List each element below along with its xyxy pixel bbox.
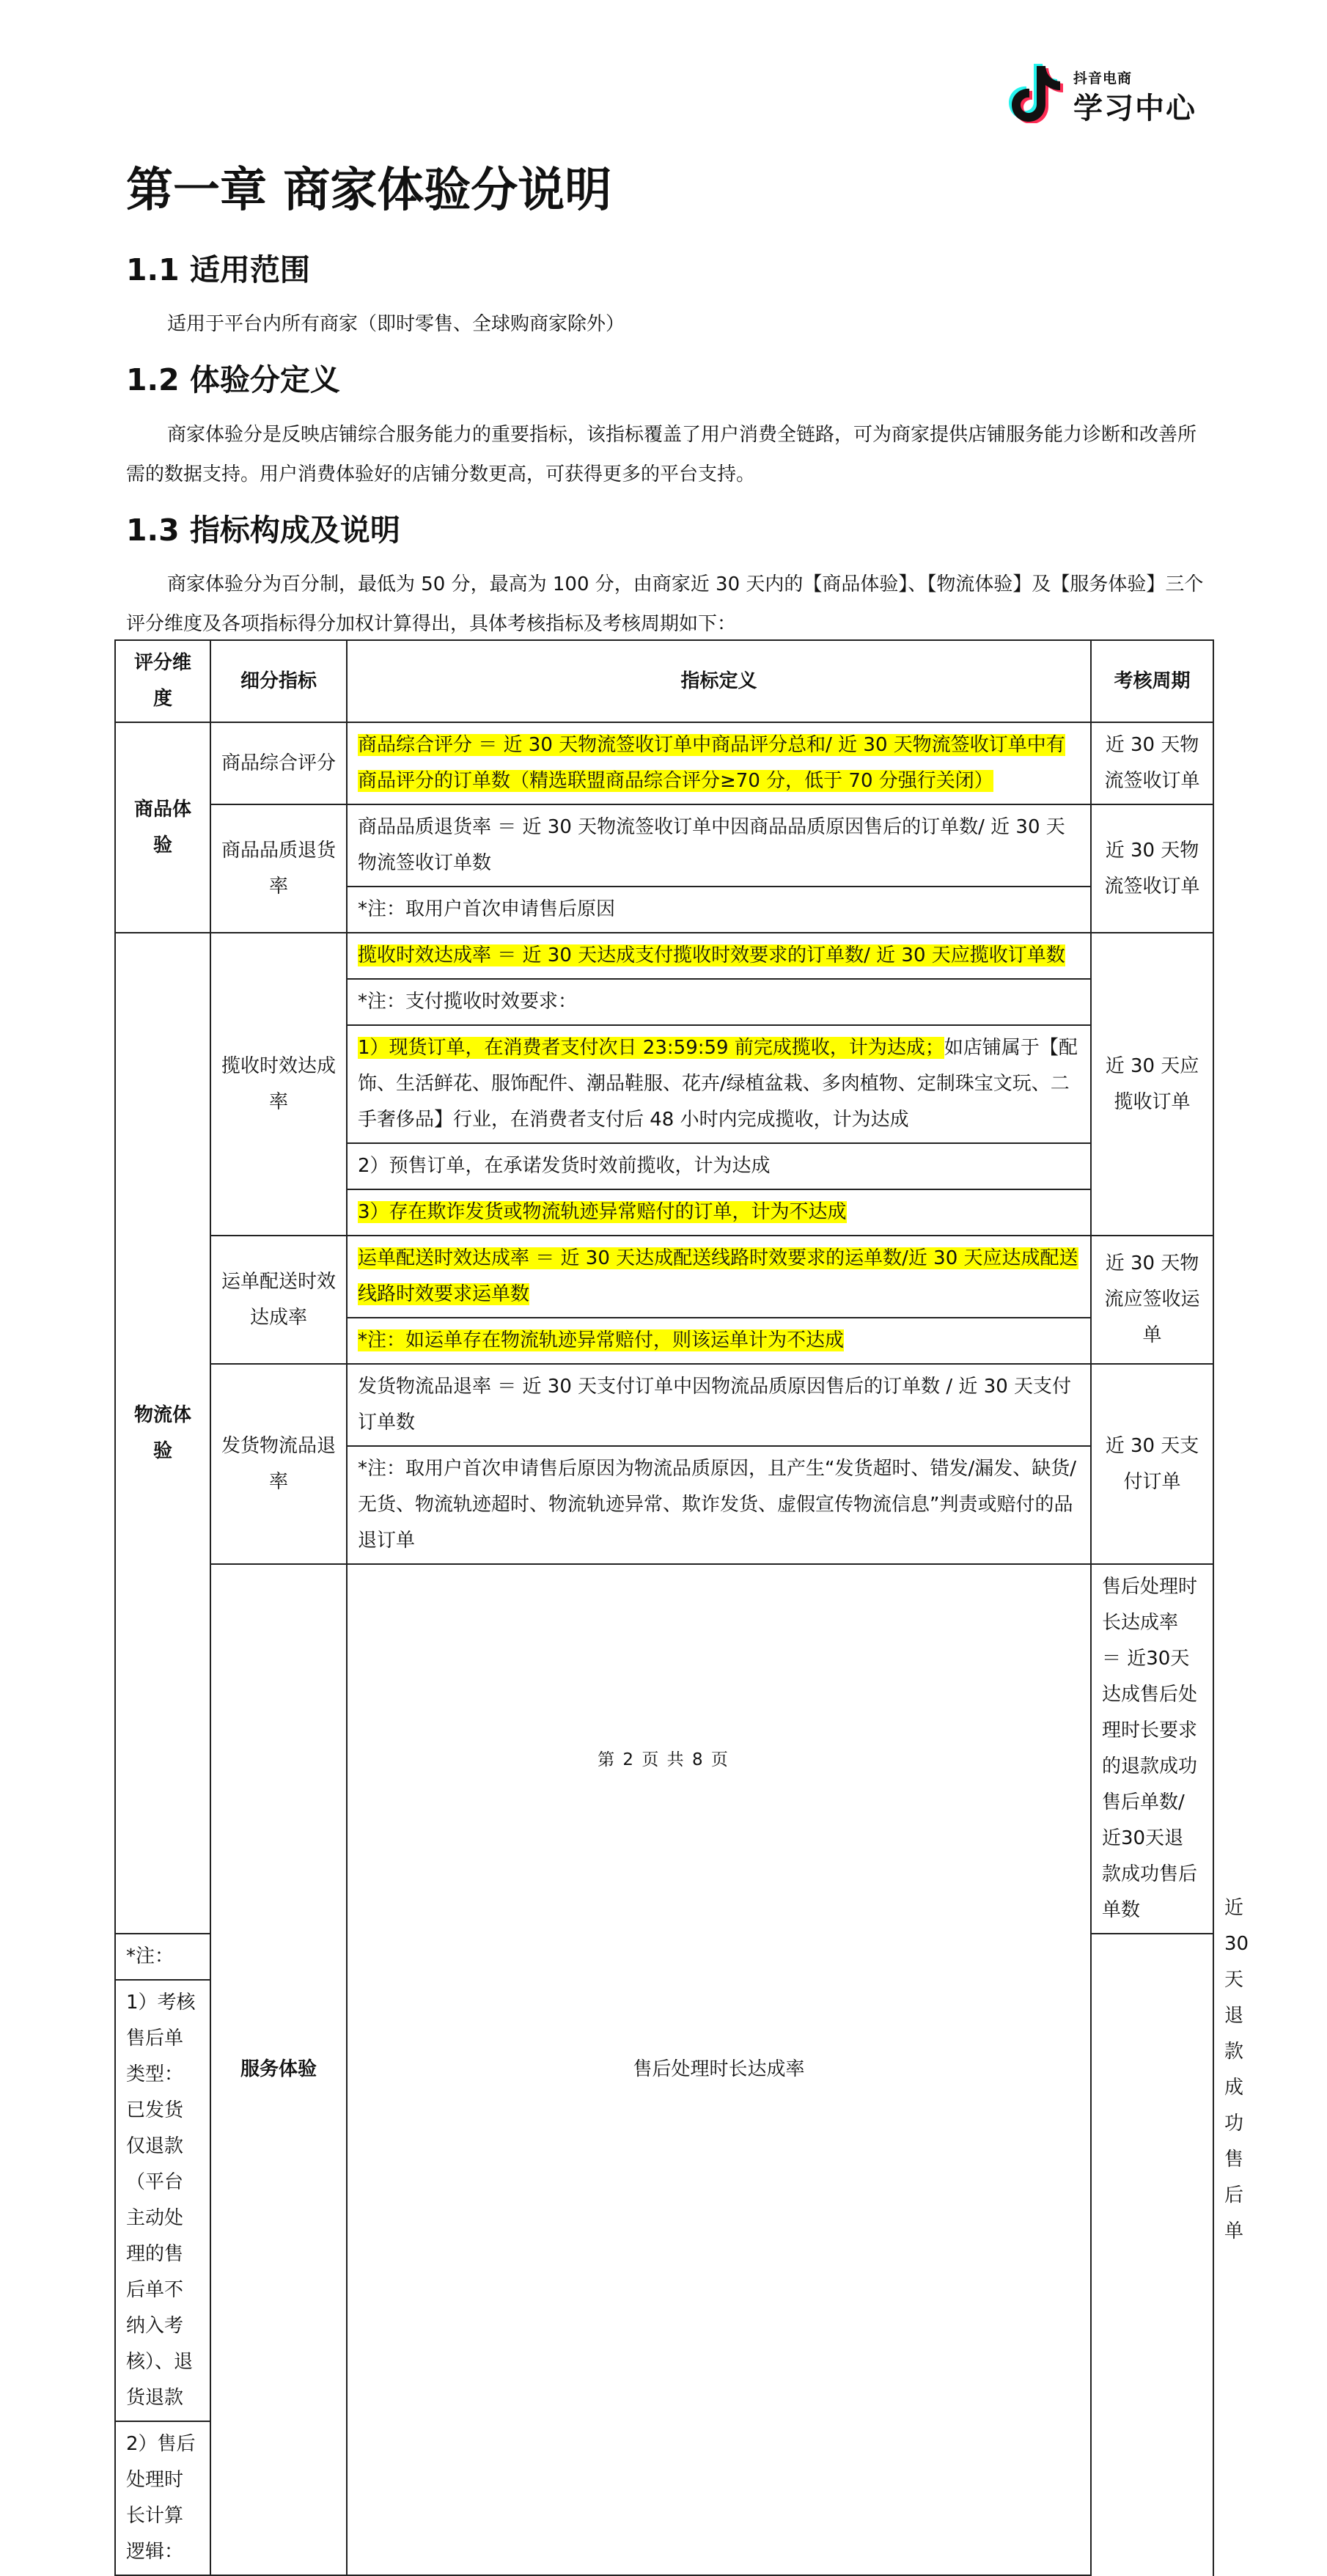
metric-note: [347, 1189, 1091, 1236]
metric-name: 商品品质退货率: [210, 804, 347, 933]
table-row: 服务体验 售后处理时长达成率 售后处理时长达成率 ＝ 近30天达成售后处理时长要求的退款成功售后单数/近30天退款成功售后单数 近 30 天退款成功售后单: [115, 1564, 1213, 1934]
douyin-learning-center-logo: [1009, 63, 1196, 125]
metric-note: *注：取用户首次申请售后原因: [347, 887, 1091, 933]
chapter-title: 第一章 商家体验分说明: [126, 164, 612, 218]
header-period: 考核周期: [1091, 640, 1213, 722]
metric-period: 近 30 天物流签收订单: [1091, 722, 1213, 804]
metric-definition: 商品品质退货率 ＝ 近 30 天物流签收订单中因商品品质原因售后的订单数/ 近 30 天物流签收订单数: [347, 804, 1091, 887]
highlighted-text: *注：如运单存在物流轨迹异常赔付，则该运单计为不达成: [358, 1329, 845, 1351]
metric-name: 运单配送时效达成率: [210, 1236, 347, 1364]
header-metric: 细分指标: [210, 640, 347, 722]
metrics-paragraph: 商家体验分为百分制，最低为 50 分，最高为 100 分，由商家近 30 天内的【商品体验】、【物流体验】及【服务体验】三个评分维度及各项指标得分加权计算得出，具体考核指标及考核周期如下：: [126, 573, 1204, 635]
highlighted-text: 1）现货订单，在消费者支付次日 23:59:59 前完成揽收，计为达成；: [358, 1037, 944, 1059]
highlighted-text: 商品综合评分 ＝ 近 30 天物流签收订单中商品评分总和/ 近 30 天物流签收订单中有商品评分的订单数（精选联盟商品综合评分≥70 分，低于 70 分强行关闭）: [358, 734, 1065, 792]
scope-paragraph: 适用于平台内所有商家（即时零售、全球购商家除外）: [167, 313, 625, 335]
table-row: [115, 804, 1213, 887]
metric-period: 近 30 天应揽收订单: [1091, 933, 1213, 1236]
metric-definition: [347, 933, 1091, 979]
dimension-logistics: 物流体验: [115, 933, 210, 1934]
header-definition: 指标定义: [347, 640, 1091, 722]
metric-note: 2）预售订单，在承诺发货时效前揽收，计为达成: [347, 1143, 1091, 1189]
section-heading-definition: 1.2 体验分定义: [126, 362, 340, 397]
metric-note: *注：支付揽收时效要求：: [347, 979, 1091, 1025]
table-row: [115, 1364, 1213, 1446]
logo-subtitle: 抖音电商: [1073, 70, 1133, 87]
metric-note: 2）售后处理时长计算逻辑：: [115, 2421, 210, 2575]
table-header-row: [115, 640, 1213, 722]
metric-period: 近 30 天支付订单: [1091, 1364, 1213, 1564]
metric-name: 售后处理时长达成率: [347, 1564, 1091, 2575]
metric-period: 近 30 天物流应签收运单: [1091, 1236, 1213, 1364]
table-row: [115, 722, 1213, 804]
dimension-service: 服务体验: [210, 1564, 347, 2575]
header-dimension: 评分维度: [115, 640, 210, 722]
metric-note: [347, 1318, 1091, 1364]
metric-definition: [347, 1236, 1091, 1318]
metric-note: *注：: [115, 1934, 210, 1980]
metric-name: 揽收时效达成率: [210, 933, 347, 1236]
definition-paragraph: 商家体验分是反映店铺综合服务能力的重要指标，该指标覆盖了用户消费全链路，可为商家提供店铺服务能力诊断和改善所需的数据支持。用户消费体验好的店铺分数更高，可获得更多的平台支持。: [126, 424, 1197, 485]
metric-definition: 售后处理时长达成率 ＝ 近30天达成售后处理时长要求的退款成功售后单数/近30天退款成功售后单数: [1091, 1564, 1213, 1934]
section-heading-scope: 1.1 适用范围: [126, 252, 310, 287]
logo-title: 学习中心: [1073, 92, 1196, 125]
section-heading-metrics: 1.3 指标构成及说明: [126, 513, 400, 548]
highlighted-text: 3）存在欺诈发货或物流轨迹异常赔付的订单，计为不达成: [358, 1201, 847, 1223]
metric-note: 1）考核售后单类型：已发货仅退款（平台主动处理的售后单不纳入考核）、退货退款: [115, 1980, 210, 2421]
metric-name: 发货物流品退率: [210, 1364, 347, 1564]
table-row: [115, 1236, 1213, 1318]
metric-definition: [347, 722, 1091, 804]
metric-period: 近 30 天物流签收订单: [1091, 804, 1213, 933]
metrics-table: [114, 639, 1249, 2576]
douyin-logo-icon: [1009, 63, 1067, 123]
page-footer: 第 2 页 共 8 页: [598, 1750, 729, 1769]
dimension-product: 商品体验: [115, 722, 210, 933]
metric-note: [347, 1025, 1091, 1143]
metric-note: *注：取用户首次申请售后原因为物流品质原因，且产生“发货超时、错发/漏发、缺货/无货、物流轨迹超时、物流轨迹异常、欺诈发货、虚假宣传物流信息”判责或赔付的品退订单: [347, 1446, 1091, 1564]
highlighted-text: 运单配送时效达成率 ＝ 近 30 天达成配送线路时效要求的运单数/近 30 天应达成配送线路时效要求运单数: [358, 1247, 1078, 1305]
note-text: 如店铺属于【配饰、生活鲜花、服饰配件、潮品鞋服、花卉/绿植盆栽、多肉植物、定制珠宝文玩、二手奢侈品】行业，在消费者支付后 48 小时内完成揽收，计为达成: [358, 1037, 1078, 1131]
metric-definition: 发货物流品退率 ＝ 近 30 天支付订单中因物流品质原因售后的订单数 / 近 30 天支付订单数: [347, 1364, 1091, 1446]
table-row: [115, 933, 1213, 979]
highlighted-text: 揽收时效达成率 ＝ 近 30 天达成支付揽收时效要求的订单数/ 近 30 天应揽收订单数: [358, 944, 1065, 966]
metric-name: 商品综合评分: [210, 722, 347, 804]
